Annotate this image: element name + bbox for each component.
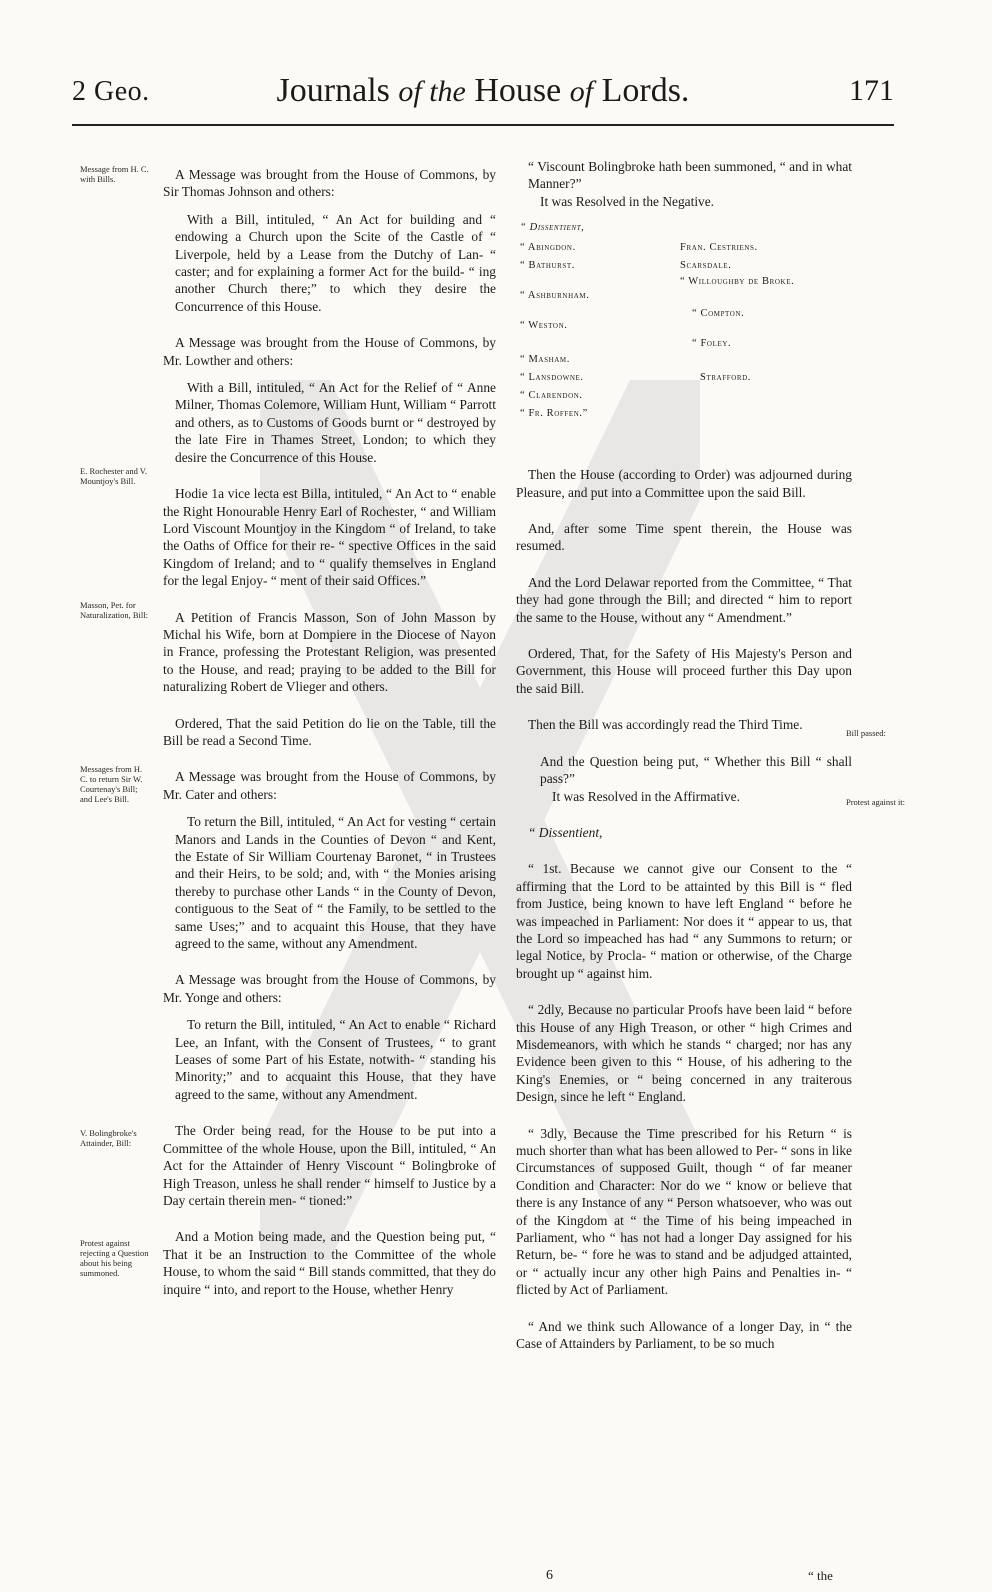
paragraph: To return the Bill, intituled, “ An Act for vesting “ certain Manors and Lands in the Counties of Devon “ and Kent, the Estate of Sir William Courtenay Baronet, “ in Trustees and their Heirs, to be sold; and, with “ the Monies arising thereby to purchase other Lands “ in the County of Devon, contiguous to the Seat of “ the Family, to be settled to the same Uses;” and to acquaint this House, that they have agreed to the same, without any Amendment. (175, 814, 496, 952)
peer-name: “ Fr. Roffen.” (520, 408, 588, 420)
margin-note: Masson, Pet. for Naturalization, Bill: (80, 600, 148, 620)
header-rule (72, 124, 894, 126)
paragraph: It was Resolved in the Negative. (540, 193, 715, 209)
peer-name: “ Lansdowne. (520, 372, 584, 384)
journal-title: Journals of the House of Lords. (276, 72, 690, 109)
paragraph: “ Viscount Bolingbroke hath been summoned, “ and in what Manner?” (528, 159, 852, 192)
paragraph: Ordered, That, for the Safety of His Majesty's Person and Government, this House will proceed further this Day upon the said Bill. (516, 646, 852, 696)
paragraph: The Order being read, for the House to be put into a Committee of the whole House, upon the Bill, intituled, “ An Act for the Attainder of Henry Viscount “ Bolingbroke of High Treason, unless he shall render “ himself to Justice by a Day certain therein men- “ tioned:” (163, 1123, 496, 1208)
paragraph: “ And we think such Allowance of a longer Day, in “ the Case of Attainders by Parliament, to be so much (516, 1318, 852, 1352)
margin-note: Message from H. C. with Bills. (80, 164, 149, 184)
catchword: “ the (808, 1568, 833, 1583)
paragraph: And the Question being put, “ Whether this Bill “ shall pass?” (540, 753, 852, 787)
paragraph: A Message was brought from the House of Commons, by Sir Thomas Johnson and others: (163, 167, 496, 200)
left-column (163, 166, 496, 1298)
paragraph: Hodie 1a vice lecta est Billa, intituled, “ An Act to “ enable the Right Honourable Henry Earl of Rochester, “ and William Lord Viscount Mountjoy in the Kingdom “ of Ireland, to take the Oaths of Office for their re- “ spective Offices in the said Kingdom of Ireland; and to “ qualify themselves in England for the legal Enjoy- “ ment of their said Offices.” (163, 486, 496, 589)
peer-name: “ Ashburnham. (520, 290, 590, 302)
peer-name: “ Weston. (520, 320, 568, 332)
peer-name: Fran. Cestriens. (680, 242, 758, 254)
paragraph: “ Dissentient, (528, 824, 603, 840)
paragraph: It was Resolved in the Affirmative. (552, 788, 740, 804)
dissentient-list (516, 216, 852, 420)
paragraph: A Message was brought from the House of Commons, by Mr. Lowther and others: (163, 335, 496, 368)
margin-note: Messages from H. C. to return Sir W. Courtenay's Bill; and Lee's Bill. (80, 764, 143, 804)
peer-name: “ Clarendon. (520, 390, 583, 402)
peer-name: “ Compton. (692, 308, 745, 320)
paragraph: With a Bill, intituled, “ An Act for the Relief of “ Anne Milner, Thomas Colemore, William Hunt, William “ Parrott and others, as to Customs of Goods burnt or “ destroyed by the late Fire in Thames Street, London; to which they desire the Concurrence of this House. (175, 380, 496, 465)
paragraph: And, after some Time spent therein, the House was resumed. (516, 521, 852, 554)
peer-name: “ Foley. (692, 338, 732, 350)
peer-name: Strafford. (700, 372, 752, 384)
page-header (72, 70, 894, 124)
peer-name: Scarsdale. (680, 260, 732, 272)
paragraph: A Message was brought from the House of Commons, by Mr. Cater and others: (163, 769, 496, 802)
paragraph: And the Lord Delawar reported from the Committee, “ That they had gone through the Bill; and directed “ him to report the same to the House, without any “ Amendment.” (516, 574, 852, 625)
page-number: 171 (849, 74, 894, 107)
signature-mark: 6 (546, 1568, 553, 1583)
peer-name: “ Bathurst. (520, 260, 576, 272)
paragraph: A Petition of Francis Masson, Son of John Masson by Michal his Wife, born at Dompiere in the Diocese of Nayon in France, professing the Protestant Religion, was presented to the House, and read; praying to be added to the Bill for naturalizing Robert de Vlieger and others. (163, 609, 496, 695)
dissentient-label: “ Dissentient, (520, 222, 585, 234)
paragraph: “ 2dly, Because no particular Proofs have been laid “ before this House of any High Treason, or other “ high Crimes and Misdemeanors, with which he stands “ charged; nor has any Evidence been given to this “ House, of his adhering to the King's Enemies, or “ being concerned in any traiterous Design, since he left “ England. (516, 1002, 852, 1105)
margin-note: V. Bolingbroke's Attainder, Bill: (80, 1128, 137, 1148)
margin-note: Protest against it: (846, 797, 906, 807)
peer-name: “ Masham. (520, 354, 570, 366)
margin-note: E. Rochester and V. Mountjoy's Bill. (80, 466, 147, 486)
paragraph: Then the Bill was accordingly read the Third Time. (528, 717, 803, 733)
margin-note: Bill passed: (846, 728, 886, 738)
paragraph: Then the House (according to Order) was adjourned during Pleasure, and put into a Committee upon the said Bill. (516, 467, 852, 500)
paragraph: With a Bill, intituled, “ An Act for building and “ endowing a Church upon the Scite of the Castle of “ Liverpole, held by a Lease from the Dutchy of Lan- “ caster; and for explaining a former Act for the build- “ ing another Church there;” to which they desire the Concurrence of this House. (175, 211, 496, 314)
paragraph: “ 3dly, Because the Time prescribed for his Return “ is much shorter than what has been allowed to Per- “ sons in like Circumstances of supposed Guilt, though “ of far meaner Condition and Character: Nor do we “ know or believe that there is any Instance of any “ Person whatsoever, who was out of the Kingdom at “ the Time of his being impeached in Parliament, who “ has not had a longer Day assigned for his Return, be- “ fore he was to stand and be adjudged attainted, or “ actually incur any other high Pains and Penalties in- “ flicted by Act of Parliament. (516, 1125, 852, 1298)
right-column (516, 158, 852, 1352)
paragraph: To return the Bill, intituled, “ An Act to enable “ Richard Lee, an Infant, with the Consent of Trustees, “ to grant Leases of some Part of his Estate, notwith- “ standing his Minority;” and to acquaint this House, that they have agreed to the same, without any Amendment. (175, 1017, 496, 1102)
paragraph: A Message was brought from the House of Commons, by Mr. Yonge and others: (163, 972, 496, 1005)
paragraph: Ordered, That the said Petition do lie on the Table, till the Bill be read a Second Time. (163, 715, 496, 748)
regnal-year: 2 Geo. (72, 76, 150, 107)
peer-name: “ Abingdon. (520, 242, 576, 254)
paragraph: And a Motion being made, and the Question being put, “ That it be an Instruction to the Committee of the whole House, to whom the said “ Bill stands committed, that they do inquire “ into, and report to the House, whether Henry (163, 1229, 496, 1297)
margin-note: Protest against rejecting a Question about his being summoned. (80, 1238, 149, 1278)
paragraph: “ 1st. Because we cannot give our Consent to the “ affirming that the Lord to be attainted by this Bill is “ fled from Justice, being known to have left England “ before he was impeached in Parliament: Nor does it “ appear to us, that the Lord so impeached has had “ any Summons to return; or legal Notice, by Procla- “ mation or otherwise, of the Charge brought up “ against him. (516, 861, 852, 981)
peer-name: “ Willoughby de Broke. (680, 276, 795, 288)
